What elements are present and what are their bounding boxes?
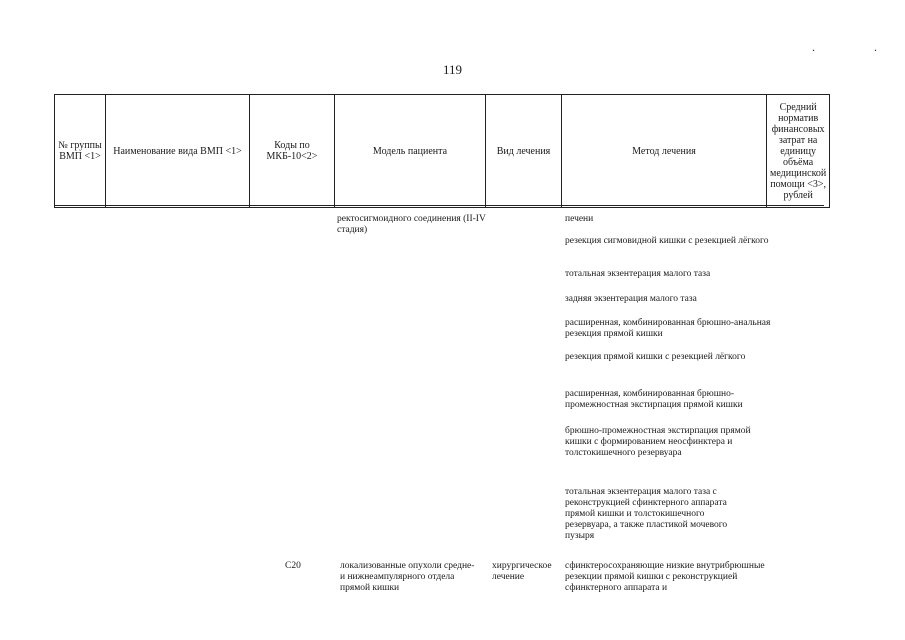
header-treatment-type: Вид лечения xyxy=(486,95,562,208)
header-average-cost: Средний норматив финансовых затрат на единицу объёма медицинской помощи <3>, рублей xyxy=(767,95,830,208)
page-number: 119 xyxy=(442,62,463,77)
method-item: тотальная экзентерация малого таза с реконструкцией сфинктерного аппарата прямой кишки и толстокишечного резервуара, а также пластикой мочевого пузыря xyxy=(565,487,728,541)
method-item: резекция сигмовидной кишки с резекцией лёгкого xyxy=(565,236,769,246)
method-item: расширенная, комбинированная брюшно-промежностная экстирпация прямой кишки xyxy=(565,389,743,410)
table-divider xyxy=(54,205,824,206)
header-icd-codes: Коды по МКБ-10<2> xyxy=(250,95,335,208)
method-item: печени xyxy=(565,214,594,224)
method-item: брюшно-промежностная экстирпация прямой кишки с формированием неосфинктера и толстокишечного резервуара xyxy=(565,426,751,458)
header-patient-model: Модель пациента xyxy=(335,95,486,208)
patient-model-text: локализованные опухоли средне- и нижнеампулярного отдела прямой кишки xyxy=(340,561,475,593)
corner-marks: . . xyxy=(812,40,905,54)
header-group-number: № группы ВМП <1> xyxy=(55,95,106,208)
method-item: сфинктеросохраняющие низкие внутрибрюшные резекции прямой кишки с реконструкцией сфинктерного аппарата и xyxy=(565,561,765,593)
icd-code: C20 xyxy=(285,561,301,571)
header-vmp-name: Наименование вида ВМП <1> xyxy=(106,95,250,208)
method-item: тотальная экзентерация малого таза xyxy=(565,269,711,279)
header-treatment-method: Метод лечения xyxy=(562,95,767,208)
method-item: задняя экзентерация малого таза xyxy=(565,294,697,304)
patient-model-text: ректосигмоидного соединения (II-IV стадия) xyxy=(337,214,486,235)
method-item: расширенная, комбинированная брюшно-анальная резекция прямой кишки xyxy=(565,318,771,339)
method-item: резекция прямой кишки с резекцией лёгкого xyxy=(565,352,746,362)
table-header xyxy=(54,94,830,208)
treatment-type: хирургическое лечение xyxy=(492,561,552,582)
